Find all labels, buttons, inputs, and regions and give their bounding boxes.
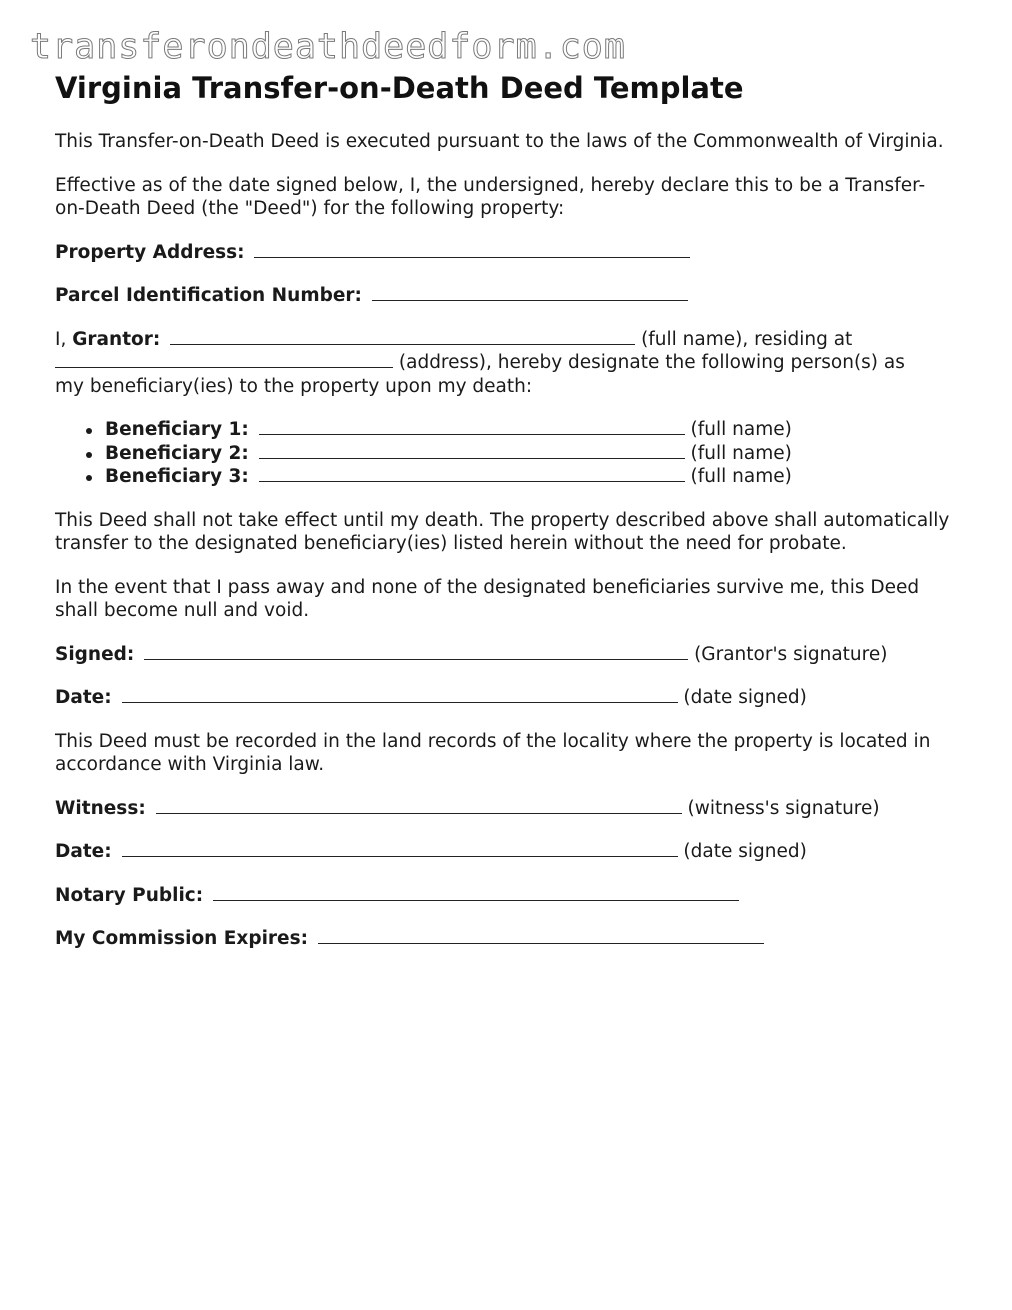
beneficiary-hint: (full name) xyxy=(690,419,792,440)
site-watermark: transferondeathdeedform.com xyxy=(30,27,626,67)
beneficiary-blank[interactable] xyxy=(259,465,685,482)
beneficiary-label: Beneficiary 3: xyxy=(105,466,249,487)
parcel-id-field xyxy=(55,284,955,308)
beneficiary-label: Beneficiary 1: xyxy=(105,419,249,440)
signature-blank[interactable] xyxy=(144,643,688,660)
commission-field xyxy=(55,927,955,951)
beneficiary-hint: (full name) xyxy=(690,442,792,464)
notary-blank[interactable] xyxy=(213,884,739,901)
beneficiary-blank[interactable] xyxy=(259,418,685,435)
witness-date-blank[interactable] xyxy=(122,840,678,857)
page-title: Virginia Transfer-on-Death Deed Template xyxy=(55,71,744,105)
beneficiary-item xyxy=(105,442,955,466)
beneficiary-item xyxy=(105,418,955,442)
intro-paragraph: This Transfer-on-Death Deed is executed pursuant to the laws of the Commonwealth of Virginia. xyxy=(55,131,944,152)
beneficiary-hint: (full name) xyxy=(690,466,792,487)
property-address-label: Property Address: xyxy=(55,241,245,263)
grantor-suffix: my beneficiary(ies) to the property upon my death: xyxy=(55,375,533,397)
witness-hint: (witness's signature) xyxy=(687,797,880,819)
grantor-address-blank[interactable] xyxy=(55,351,393,368)
witness-field xyxy=(55,797,955,821)
commission-blank[interactable] xyxy=(318,927,764,944)
commission-label: My Commission Expires: xyxy=(55,928,309,949)
date-hint: (date signed) xyxy=(683,687,807,708)
grantor-name-hint: (full name), residing at xyxy=(641,328,853,350)
deed-document xyxy=(55,70,955,971)
property-address-blank[interactable] xyxy=(254,241,690,258)
signed-hint: (Grantor's signature) xyxy=(694,643,888,665)
date-label: Date: xyxy=(55,687,112,708)
notary-label: Notary Public: xyxy=(55,884,204,906)
witness-date-field xyxy=(55,840,955,864)
witness-label: Witness: xyxy=(55,797,146,819)
property-address-field xyxy=(55,241,955,265)
effect-paragraph: This Deed shall not take effect until my death. The property described above shall automatically transfer to the designated beneficiary(ies) listed herein without the need for probate. xyxy=(55,509,950,554)
notary-field xyxy=(55,884,955,908)
grantor-prefix: I, xyxy=(55,328,67,350)
signed-label: Signed: xyxy=(55,643,135,665)
declaration-paragraph: Effective as of the date signed below, I, the undersigned, hereby declare this to be a Transfer-on-Death Deed (the "Deed") for the following property: xyxy=(55,174,926,219)
grantor-field xyxy=(55,328,955,399)
beneficiary-list xyxy=(55,418,955,489)
record-paragraph: This Deed must be recorded in the land records of the locality where the property is located in accordance with Virginia law. xyxy=(55,730,931,775)
grantor-label: Grantor: xyxy=(72,328,161,350)
beneficiary-label: Beneficiary 2: xyxy=(105,442,249,464)
parcel-id-label: Parcel Identification Number: xyxy=(55,285,362,306)
void-paragraph: In the event that I pass away and none of the designated beneficiaries survive me, this Deed shall become null and void. xyxy=(55,576,920,621)
beneficiary-item xyxy=(105,465,955,489)
grantor-address-hint: (address), hereby designate the following person(s) as xyxy=(398,352,905,373)
beneficiary-blank[interactable] xyxy=(259,442,685,459)
date-signed-field xyxy=(55,686,955,710)
signed-field xyxy=(55,643,955,667)
parcel-id-blank[interactable] xyxy=(372,284,688,301)
witness-date-hint: (date signed) xyxy=(683,841,807,862)
witness-date-label: Date: xyxy=(55,841,112,862)
grantor-name-blank[interactable] xyxy=(170,328,635,345)
date-blank[interactable] xyxy=(122,686,678,703)
witness-blank[interactable] xyxy=(156,797,682,814)
